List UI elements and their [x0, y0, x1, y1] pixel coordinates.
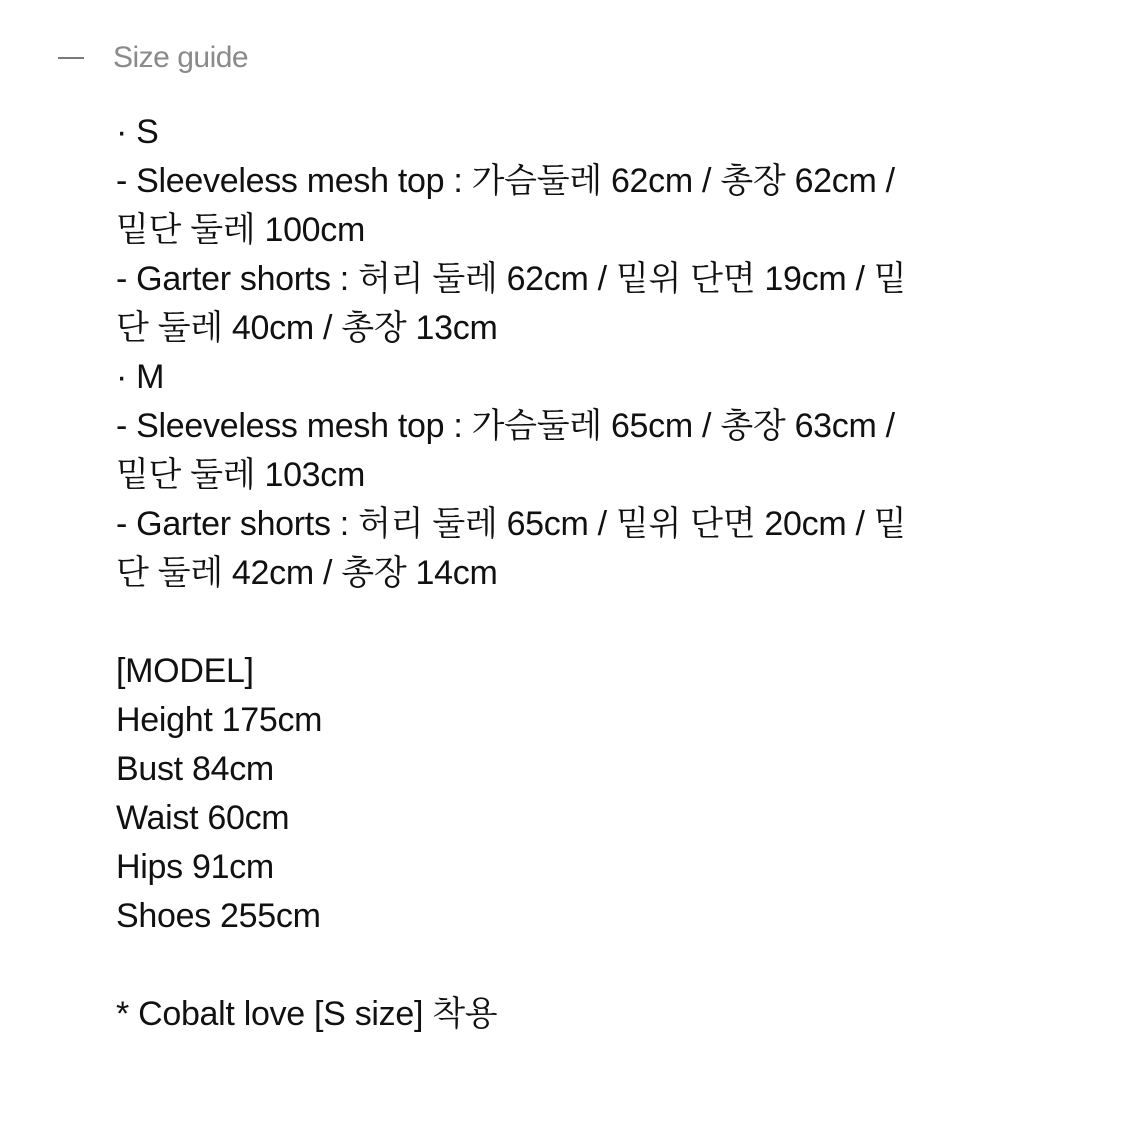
model-waist: Waist 60cm: [116, 799, 290, 837]
collapse-dash-icon[interactable]: [58, 57, 84, 59]
section-header[interactable]: [58, 38, 248, 78]
size-m-label: · M: [116, 358, 165, 396]
model-heading: [MODEL]: [116, 652, 254, 690]
model-shoes: Shoes 255cm: [116, 897, 321, 935]
size-s-shorts-line1: - Garter shorts : 허리 둘레 62cm / 밑위 단면 19cm / 밑: [116, 260, 907, 298]
size-m-top-line2: 밑단 둘레 103cm: [116, 456, 366, 494]
spacer: [116, 598, 996, 647]
size-s-label: · S: [116, 113, 159, 151]
size-s-shorts-line2: 단 둘레 40cm / 총장 13cm: [116, 309, 498, 347]
model-hips: Hips 91cm: [116, 848, 274, 886]
model-bust: Bust 84cm: [116, 750, 274, 788]
wearing-note: * Cobalt love [S size] 착용: [116, 995, 498, 1033]
size-s-top-line2: 밑단 둘레 100cm: [116, 211, 366, 249]
size-s-top-line1: - Sleeveless mesh top : 가슴둘레 62cm / 총장 62cm /: [116, 162, 895, 200]
spacer: [116, 941, 996, 990]
size-m-top-line1: - Sleeveless mesh top : 가슴둘레 65cm / 총장 63cm /: [116, 407, 895, 445]
size-guide-content: [116, 108, 996, 1039]
section-title: Size guide: [113, 41, 249, 74]
model-height: Height 175cm: [116, 701, 323, 739]
size-m-shorts-line1: - Garter shorts : 허리 둘레 65cm / 밑위 단면 20cm / 밑: [116, 505, 907, 543]
size-m-shorts-line2: 단 둘레 42cm / 총장 14cm: [116, 554, 498, 592]
